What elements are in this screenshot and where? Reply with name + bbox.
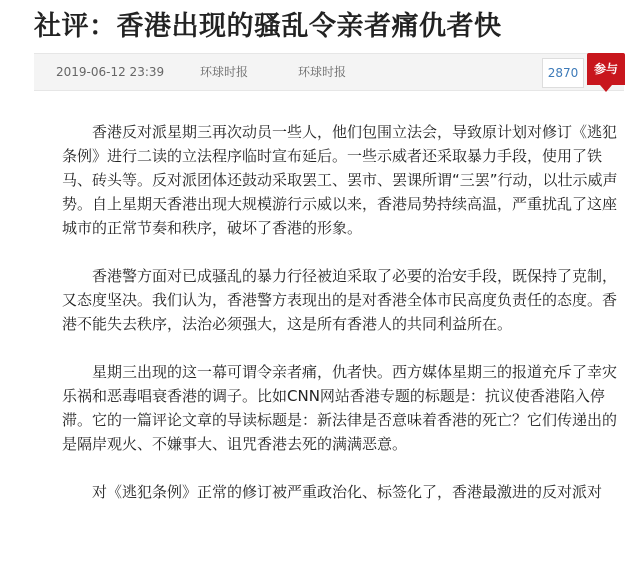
article-body (62, 120, 630, 528)
author-name: 环球时报 (298, 65, 347, 79)
article-meta-bar (34, 53, 624, 91)
article-paragraph: 对《逃犯条例》正常的修订被严重政治化、标签化了，香港最激进的反对派对 (92, 483, 603, 501)
join-discussion-button[interactable]: 参与 (587, 53, 625, 85)
source-link[interactable]: 环球时报 (200, 65, 249, 79)
comment-count[interactable]: 2870 (542, 58, 584, 88)
article-paragraph: 星期三出现的这一幕可谓令亲者痛，仇者快。西方媒体星期三的报道充斥了幸灾乐祸和恶毒唱衰香港的调子。比如CNN网站香港专题的标题是：抗议使香港陷入停滞。它的一篇评论文章的导读标题是：新法律是否意味着香港的死亡？它们传递出的是隔岸观火、不嫌事大、诅咒香港去死的满满恶意。 (62, 363, 618, 453)
publish-date: 2019-06-12 23:39 (56, 65, 165, 79)
article-paragraph: 香港警方面对已成骚乱的暴力行径被迫采取了必要的治安手段，既保持了克制，又态度坚决。我们认为，香港警方表现出的是对香港全体市民高度负责任的态度。香港不能失去秩序，法治必须强大，这是所有香港人的共同利益所在。 (62, 267, 618, 333)
article-title: 社评：香港出现的骚乱令亲者痛仇者快 (34, 11, 502, 42)
article-paragraph: 香港反对派星期三再次动员一些人，他们包围立法会，导致原计划对修订《逃犯条例》进行二读的立法程序临时宣布延后。一些示威者还采取暴力手段，使用了铁马、砖头等。反对派团体还鼓动采取罢工、罢市、罢课所谓“三罢”行动，以壮示威声势。自上星期天香港出现大规模游行示威以来，香港局势持续高温，严重扰乱了这座城市的正常节奏和秩序，破坏了香港的形象。 (62, 123, 618, 237)
